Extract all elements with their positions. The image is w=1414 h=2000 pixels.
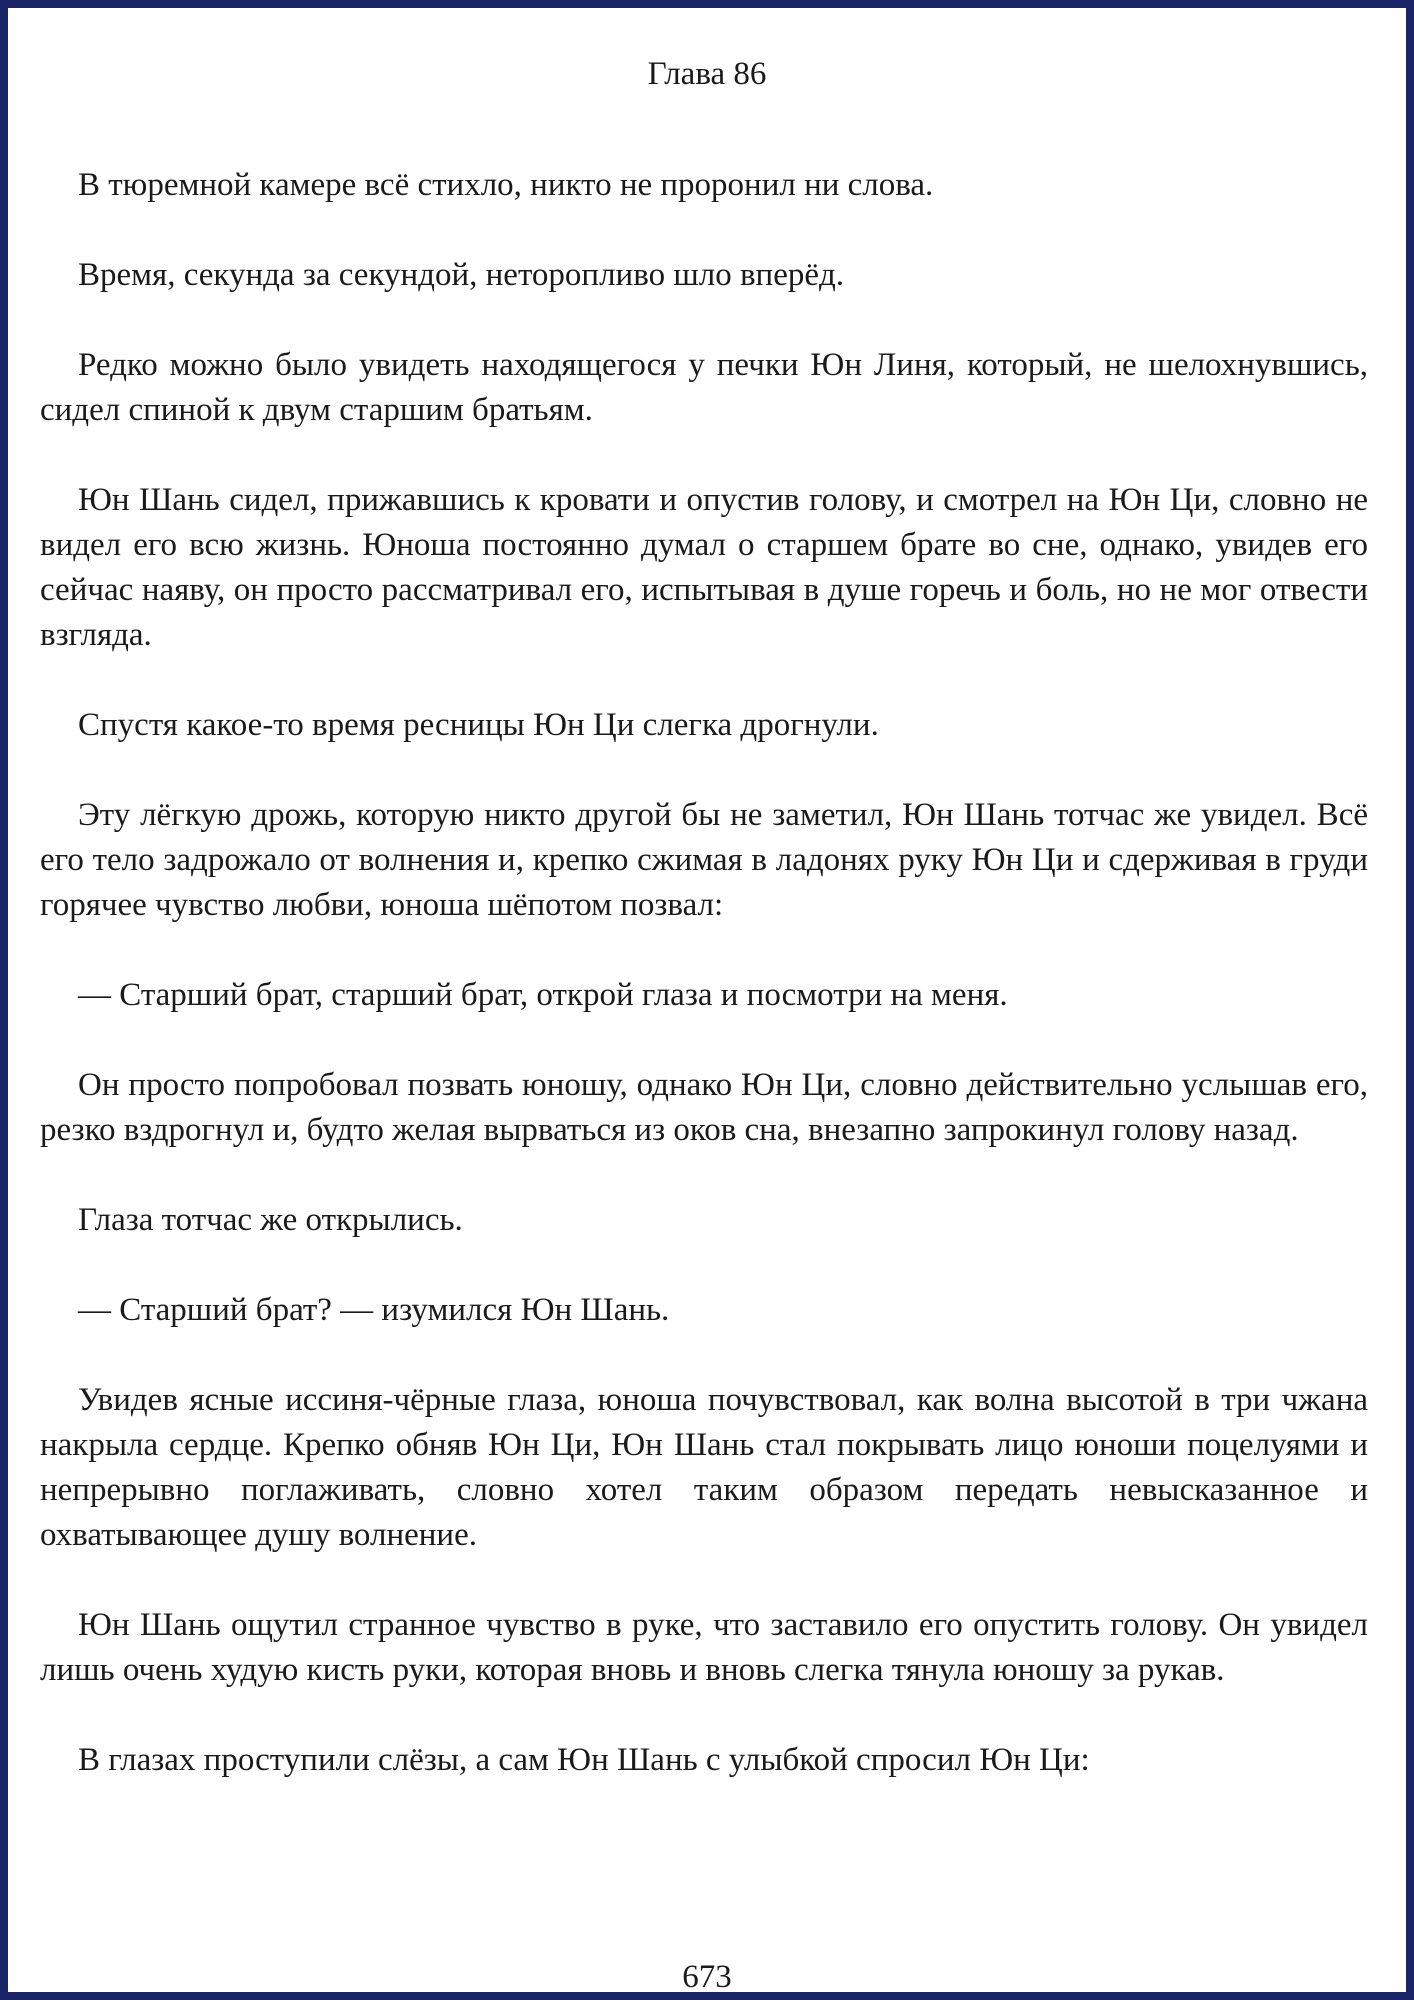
paragraph: Юн Шань сидел, прижавшись к кровати и опустив голову, и смотрел на Юн Ци, словно не видел его всю жизнь. Юноша постоянно думал о старшем брате во сне, однако, увидев его сейчас наяву, он просто рассматривал его, испытывая в душе горечь и боль, но не мог отвести взгляда. xyxy=(40,482,1368,653)
paragraph: Эту лёгкую дрожь, которую никто другой бы не заметил, Юн Шань тотчас же увидел. Всё его тело задрожало от волнения и, крепко сжимая в ладонях руку Юн Ци и сдерживая в груди горячее чувство любви, юноша шёпотом позвал: xyxy=(40,797,1368,923)
paragraph: Он просто попробовал позвать юношу, однако Юн Ци, словно действительно услышав его, резко вздрогнул и, будто желая вырваться из оков сна, внезапно запрокинул голову назад. xyxy=(40,1067,1368,1148)
paragraph: Спустя какое-то время ресницы Юн Ци слегка дрогнули. xyxy=(78,707,879,743)
paragraph: В тюремной камере всё стихло, никто не проронил ни слова. xyxy=(78,167,934,203)
paragraph: Увидев ясные иссиня-чёрные глаза, юноша почувствовал, как волна высотой в три чжана накрыла сердце. Крепко обняв Юн Ци, Юн Шань стал покрывать лицо юноши поцелуями и непрерывно поглаживать, словно хотел таким образом передать невысказанное и охватывающее душу волнение. xyxy=(40,1382,1368,1553)
paragraph: Юн Шань ощутил странное чувство в руке, что заставило его опустить голову. Он увидел лишь очень худую кисть руки, которая вновь и вновь слегка тянула юношу за рукав. xyxy=(40,1607,1368,1688)
dialogue-paragraph: — Старший брат, старший брат, открой глаза и посмотри на меня. xyxy=(78,977,1008,1013)
paragraph: В глазах проступили слёзы, а сам Юн Шань с улыбкой спросил Юн Ци: xyxy=(78,1742,1090,1778)
paragraph: Редко можно было увидеть находящегося у печки Юн Линя, который, не шелохнувшись, сидел спиной к двум старшим братьям. xyxy=(40,347,1368,428)
dialogue-paragraph: — Старший брат? — изумился Юн Шань. xyxy=(78,1292,670,1328)
chapter-title: Глава 86 xyxy=(647,56,767,92)
document-body xyxy=(40,163,1368,1828)
page-number: 673 xyxy=(682,1959,732,1995)
paragraph: Глаза тотчас же открылись. xyxy=(78,1202,463,1238)
paragraph: Время, секунда за секундой, неторопливо шло вперёд. xyxy=(78,257,845,293)
